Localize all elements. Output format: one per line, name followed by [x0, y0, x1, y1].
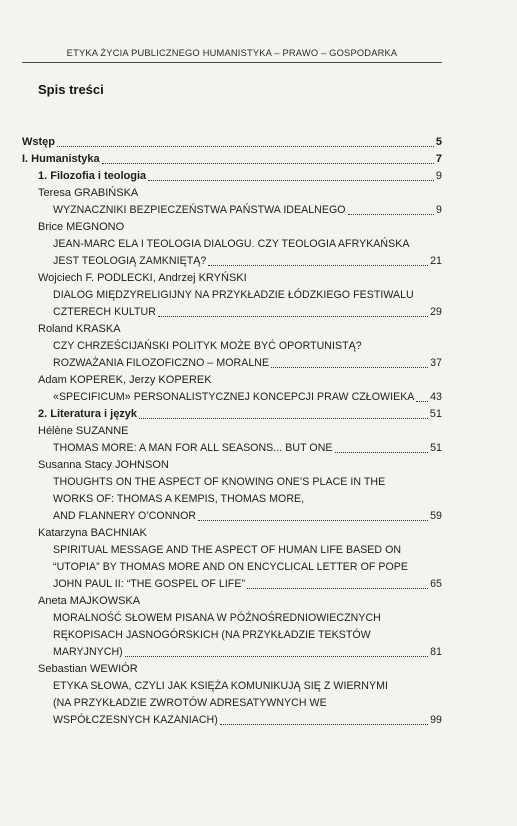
toc-entry-title: RĘKOPISACH JASNOGÓRSKICH (NA PRZYKŁADZIE TEKSTÓW [53, 629, 371, 641]
leader-dots [57, 146, 434, 147]
toc-entry-section [38, 408, 442, 421]
author-name: Adam KOPEREK, Jerzy KOPEREK [38, 374, 212, 386]
toc-entry-article [53, 442, 442, 455]
running-header: ETYKA ŻYCIA PUBLICZNEGO HUMANISTYKA – PRAWO – GOSPODARKA [66, 48, 398, 58]
toc-author [38, 527, 442, 540]
toc-author [38, 663, 442, 676]
header-rule [22, 62, 442, 63]
toc-entry-page: 9 [436, 204, 442, 216]
author-name: Sebastian WEWIÓR [38, 663, 138, 675]
toc-entry-part [22, 153, 442, 166]
toc-entry-page: 99 [430, 714, 442, 726]
author-name: Katarzyna BACHNIAK [38, 527, 147, 539]
toc-entry-article-line [53, 544, 442, 557]
toc-entry-article [53, 714, 442, 727]
toc-entry-article-line [53, 238, 442, 251]
toc-entry-article [53, 510, 442, 523]
toc-entry-article-line [53, 629, 442, 642]
toc-entry-article-line [53, 340, 442, 353]
toc-author [38, 187, 442, 200]
toc-entry-article [53, 306, 442, 319]
toc-entry-article-line [53, 289, 442, 302]
toc-author [38, 272, 442, 285]
author-name: Aneta MAJKOWSKA [38, 595, 141, 607]
toc-entry-page: 29 [430, 306, 442, 318]
toc-entry-title: SPIRITUAL MESSAGE AND THE ASPECT OF HUMAN LIFE BASED ON [53, 544, 402, 556]
leader-dots [102, 163, 434, 164]
toc-entry-title: DIALOG MIĘDZYRELIGIJNY NA PRZYKŁADZIE ŁÓDZKIEGO FESTIWALU [53, 289, 414, 301]
toc-entry-page: 51 [429, 408, 442, 420]
toc-author [38, 221, 442, 234]
toc-entry-title: 1. Filozofia i teologia [38, 170, 147, 182]
leader-dots [125, 656, 428, 657]
toc-entry-article [53, 646, 442, 659]
toc-entry-article [53, 357, 442, 370]
author-name: Wojciech F. PODLECKI, Andrzej KRYŃSKI [38, 272, 247, 284]
toc-entry-article [53, 391, 442, 404]
leader-dots [220, 724, 428, 725]
toc-entry-title: CZTERECH KULTUR [53, 306, 156, 318]
toc-entry-page: 9 [435, 170, 442, 182]
toc-author [38, 459, 442, 472]
leader-dots [158, 316, 428, 317]
toc-entry-page: 43 [430, 391, 442, 403]
toc-entry-title: 2. Literatura i język [38, 408, 138, 420]
toc-entry-title: «SPECIFICUM» PERSONALISTYCZNEJ KONCEPCJI PRAW CZŁOWIEKA [53, 391, 415, 403]
toc-entry-title: WORKS OF: THOMAS A KEMPIS, THOMAS MORE, [53, 493, 305, 505]
toc-entry-title: WYZNACZNIKI BEZPIECZEŃSTWA PAŃSTWA IDEALNEGO [53, 204, 346, 216]
toc-author [38, 425, 442, 438]
toc-entry-title: AND FLANNERY O’CONNOR [53, 510, 197, 522]
toc-entry-title: Wstęp [22, 136, 55, 148]
leader-dots [335, 452, 429, 453]
leader-dots [348, 214, 434, 215]
author-name: Susanna Stacy JOHNSON [38, 459, 169, 471]
toc-entry-title: “UTOPIA” BY THOMAS MORE AND ON ENCYCLICAL LETTER OF POPE [53, 561, 409, 573]
toc-entry-page: 7 [435, 153, 442, 165]
toc-entry-title: WSPÓŁCZESNYCH KAZANIACH) [53, 714, 218, 726]
toc-entry-page: 5 [435, 136, 442, 148]
toc-entry-title: MORALNOŚĆ SŁOWEM PISANA W PÓŹNOŚREDNIOWIECZNYCH [53, 612, 381, 624]
leader-dots [208, 265, 428, 266]
toc-entry-article-line [53, 493, 442, 506]
toc-entry-section [38, 170, 442, 183]
toc-author [38, 323, 442, 336]
toc-entry-article-line [53, 612, 442, 625]
leader-dots [416, 401, 428, 402]
toc-entry-article-line [53, 697, 442, 710]
toc-entry-title: ETYKA SŁOWA, CZYLI JAK KSIĘŻA KOMUNIKUJĄ SIĘ Z WIERNYMI [53, 680, 388, 692]
toc-entry-title: JEST TEOLOGIĄ ZAMKNIĘTĄ? [53, 255, 207, 267]
toc-entry-title: ROZWAŻANIA FILOZOFICZNO – MORALNE [53, 357, 270, 369]
toc-entry-article [53, 255, 442, 268]
toc-entry-page: 37 [430, 357, 442, 369]
toc-entry-title: JOHN PAUL II: “THE GOSPEL OF LIFE” [53, 578, 246, 590]
toc-entry-article [53, 578, 442, 591]
author-name: Brice MEGNONO [38, 221, 125, 233]
leader-dots [247, 588, 428, 589]
toc-entry-page: 81 [430, 646, 442, 658]
toc-entry-intro [22, 136, 442, 149]
toc-entry-article-line [53, 561, 442, 574]
leader-dots [148, 180, 434, 181]
toc-entry-title: THOMAS MORE: A MAN FOR ALL SEASONS... BUT ONE [53, 442, 333, 454]
leader-dots [139, 418, 428, 419]
toc-entry-title: (NA PRZYKŁADZIE ZWROTÓW ADRESATYWNYCH WE [53, 697, 327, 709]
leader-dots [198, 520, 428, 521]
leader-dots [271, 367, 428, 368]
toc-heading: Spis treści [38, 82, 104, 97]
toc-entry-article-line [53, 476, 442, 489]
toc-entry-title: I. Humanistyka [22, 153, 100, 165]
toc-entry-title: JEAN-MARC ELA I TEOLOGIA DIALOGU. CZY TEOLOGIA AFRYKAŃSKA [53, 238, 410, 250]
toc-entry-title: THOUGHTS ON THE ASPECT OF KNOWING ONE’S PLACE IN THE [53, 476, 386, 488]
author-name: Teresa GRABIŃSKA [38, 187, 139, 199]
toc-entry-page: 21 [430, 255, 442, 267]
toc-entry-page: 51 [430, 442, 442, 454]
toc-entry-page: 59 [430, 510, 442, 522]
author-name: Hélène SUZANNE [38, 425, 129, 437]
toc-entry-title: CZY CHRZEŚCIJAŃSKI POLITYK MOŻE BYĆ OPORTUNISTĄ? [53, 340, 362, 352]
toc-author [38, 595, 442, 608]
author-name: Roland KRASKA [38, 323, 121, 335]
toc-entry-article-line [53, 680, 442, 693]
toc-author [38, 374, 442, 387]
toc-entry-page: 65 [430, 578, 442, 590]
toc-entry-title: MARYJNYCH) [53, 646, 123, 658]
toc-entry-article [53, 204, 442, 217]
